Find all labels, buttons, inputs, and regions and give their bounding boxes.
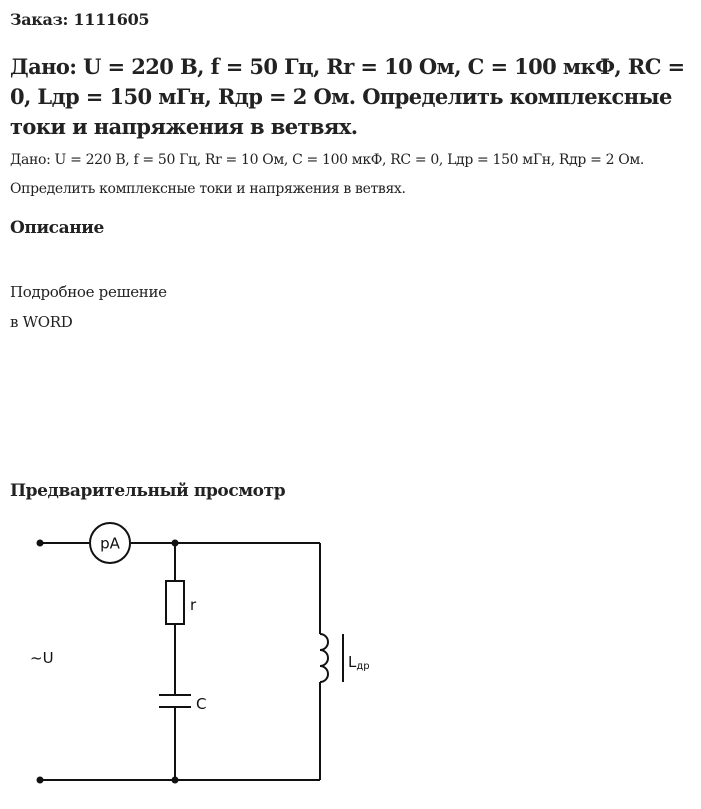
order-number: Заказ: 1111605 — [10, 10, 150, 29]
inductor-coil — [320, 634, 328, 682]
description-line-2: в WORD — [10, 313, 73, 331]
node-bottom — [172, 777, 179, 784]
resistor-r — [166, 581, 184, 624]
preview-title: Предварительный просмотр — [10, 481, 286, 501]
description-title: Описание — [10, 218, 104, 238]
ammeter-label: pA — [100, 534, 120, 553]
inductor-subscript: др — [356, 661, 370, 672]
source-label: ~U — [30, 649, 54, 667]
capacitor-label: C — [196, 695, 207, 713]
circuit-diagram — [0, 510, 701, 805]
inductor-label: Lдр — [348, 653, 370, 672]
terminal-top — [37, 540, 44, 547]
page-title: Дано: U = 220 В, f = 50 Гц, Rr = 10 Ом, C = 100 мкФ, RC = 0, Lдр = 150 мГн, Rдр = 2 Ом. Определить комплексные токи и напряжения в ветвях. — [10, 54, 685, 139]
terminal-bottom — [37, 777, 44, 784]
description-line-1: Подробное решение — [10, 283, 167, 301]
given-text: Дано: U = 220 В, f = 50 Гц, Rr = 10 Ом, C = 100 мкФ, RC = 0, Lдр = 150 мГн, Rдр = 2 Ом. Определить комплексные токи и напряжения в ветвях. — [10, 152, 645, 197]
node-top — [172, 540, 179, 547]
resistor-label: r — [190, 596, 197, 614]
